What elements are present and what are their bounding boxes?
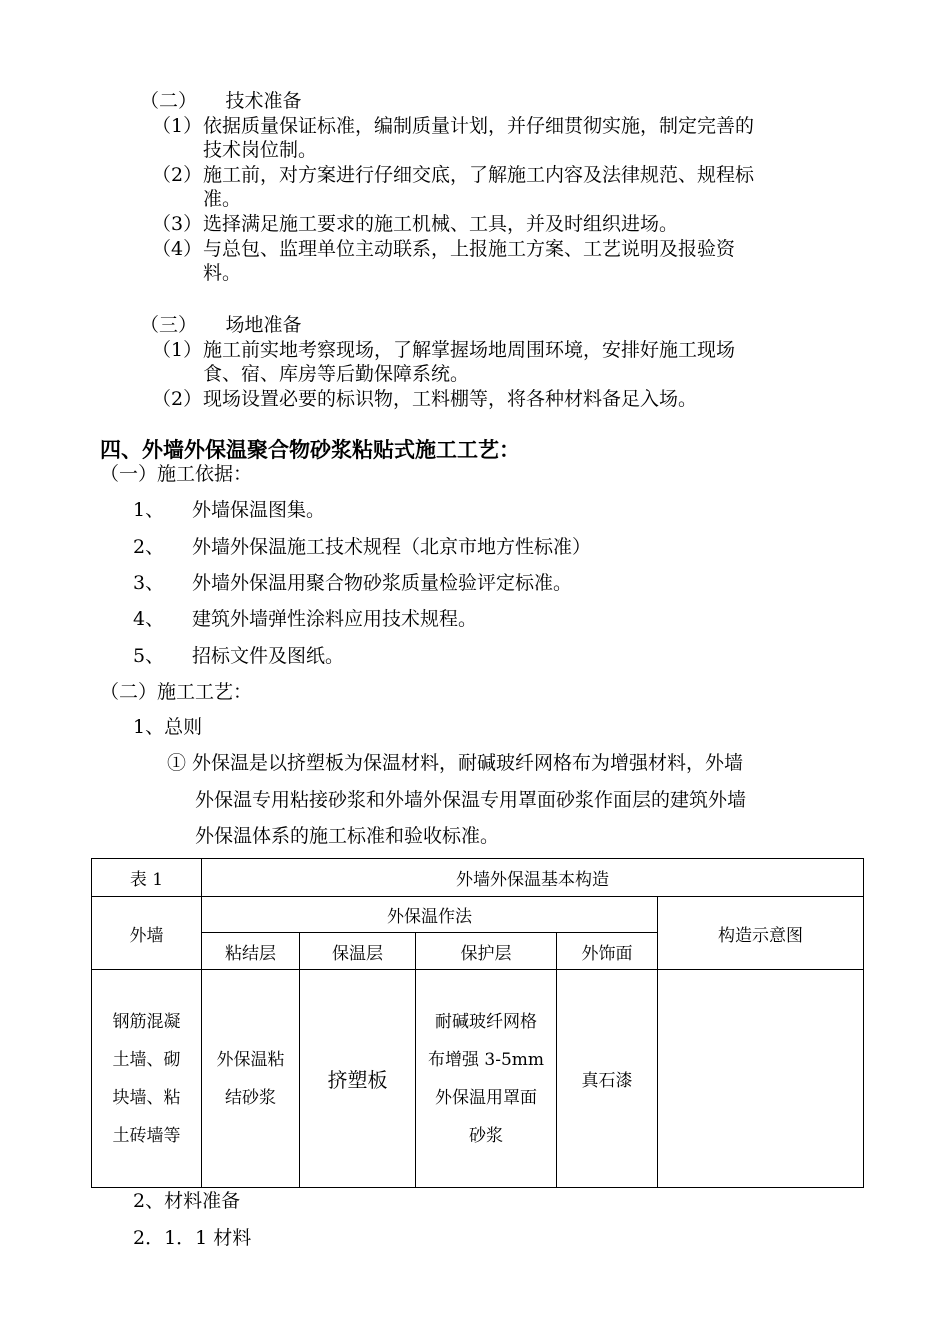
cell-insulation: 挤塑板 bbox=[300, 970, 416, 1188]
paragraph-line: 外保温体系的施工标准和验收标准。 bbox=[195, 825, 500, 847]
list-item-number: （1） bbox=[152, 115, 203, 137]
paragraph-line: ① 外保温是以挤塑板为保温材料，耐碱玻纤网格布为增强材料，外墙 bbox=[167, 752, 744, 774]
header-finish: 外饰面 bbox=[557, 933, 658, 970]
header-wall: 外墙 bbox=[92, 897, 202, 970]
cell-protective-layer bbox=[416, 970, 557, 1188]
cell-line: 钢筋混凝 bbox=[112, 1011, 181, 1032]
cell-bond-layer bbox=[202, 970, 300, 1188]
basis-item-text: 外墙保温图集。 bbox=[192, 499, 326, 521]
list-item-text: 施工前，对方案进行仔细交底，了解施工内容及法律规范、规程标 bbox=[203, 164, 755, 186]
material-subtitle: 2．1．1 材料 bbox=[133, 1227, 252, 1249]
cell-line: 布增强 3-5mm bbox=[427, 1049, 545, 1070]
material-prep-title: 2、材料准备 bbox=[133, 1190, 241, 1212]
list-item-text: 依据质量保证标准，编制质量计划，并仔细贯彻实施，制定完善的 bbox=[203, 115, 755, 137]
cell-wall-type bbox=[92, 970, 202, 1188]
list-item-text-cont: 准。 bbox=[203, 188, 242, 210]
cell-line: 土墙、砌 bbox=[112, 1049, 181, 1070]
construction-table bbox=[91, 858, 864, 1188]
list-item-number: （2） bbox=[152, 388, 203, 410]
cell-line: 土砖墙等 bbox=[112, 1125, 181, 1146]
basis-item-text: 招标文件及图纸。 bbox=[192, 645, 345, 667]
cell-line: 块墙、粘 bbox=[112, 1087, 181, 1108]
basis-item-number: 5、 bbox=[133, 645, 165, 667]
general-rules-title: 1、总则 bbox=[133, 716, 203, 738]
list-item-text: 与总包、监理单位主动联系，上报施工方案、工艺说明及报验资 bbox=[203, 238, 736, 260]
header-insulation-layer: 保温层 bbox=[300, 933, 416, 970]
cell-line: 砂浆 bbox=[469, 1125, 503, 1146]
cell-line: 结砂浆 bbox=[225, 1087, 276, 1108]
list-item-text-cont: 技术岗位制。 bbox=[203, 139, 318, 161]
basis-item-number: 3、 bbox=[133, 572, 165, 594]
chapter-heading: 四、外墙外保温聚合物砂浆粘贴式施工工艺： bbox=[100, 438, 520, 462]
list-item-number: （3） bbox=[152, 213, 203, 235]
header-diagram: 构造示意图 bbox=[658, 897, 864, 970]
basis-item-text: 外墙外保温用聚合物砂浆质量检验评定标准。 bbox=[192, 572, 573, 594]
table-title: 外墙外保温基本构造 bbox=[202, 859, 864, 897]
subsection-title-process: （二）施工工艺： bbox=[100, 681, 253, 703]
cell-line: 耐碱玻纤网格 bbox=[435, 1011, 537, 1032]
list-item-text: 选择满足施工要求的施工机械、工具，并及时组织进场。 bbox=[203, 213, 679, 235]
table-label: 表 1 bbox=[92, 859, 202, 897]
list-item-text: 施工前实地考察现场，了解掌握场地周围环境，安排好施工现场 bbox=[203, 339, 736, 361]
basis-item-text: 建筑外墙弹性涂料应用技术规程。 bbox=[192, 608, 478, 630]
subsection-title-basis: （一）施工依据： bbox=[100, 463, 253, 485]
basis-item-number: 4、 bbox=[133, 608, 165, 630]
cell-finish: 真石漆 bbox=[557, 970, 658, 1188]
list-item-number: （4） bbox=[152, 238, 203, 260]
basis-item-number: 1、 bbox=[133, 499, 165, 521]
basis-item-number: 2、 bbox=[133, 536, 165, 558]
cell-line: 外保温用罩面 bbox=[435, 1087, 537, 1108]
header-method: 外保温作法 bbox=[202, 897, 658, 933]
section-title-tech-prep: （二） 技术准备 bbox=[140, 90, 302, 112]
header-protective-layer: 保护层 bbox=[416, 933, 557, 970]
basis-item-text: 外墙外保温施工技术规程（北京市地方性标准） bbox=[192, 536, 592, 558]
list-item-number: （2） bbox=[152, 164, 203, 186]
section-title-site-prep: （三） 场地准备 bbox=[140, 314, 302, 336]
header-bond-layer: 粘结层 bbox=[202, 933, 300, 970]
cell-diagram bbox=[658, 970, 864, 1188]
cell-line: 外保温粘 bbox=[216, 1049, 285, 1070]
list-item-text: 现场设置必要的标识物，工料棚等，将各种材料备足入场。 bbox=[203, 388, 698, 410]
paragraph-line: 外保温专用粘接砂浆和外墙外保温专用罩面砂浆作面层的建筑外墙 bbox=[195, 789, 747, 811]
list-item-text-cont: 食、宿、库房等后勤保障系统。 bbox=[203, 363, 470, 385]
list-item-number: （1） bbox=[152, 339, 203, 361]
list-item-text-cont: 料。 bbox=[203, 262, 242, 284]
